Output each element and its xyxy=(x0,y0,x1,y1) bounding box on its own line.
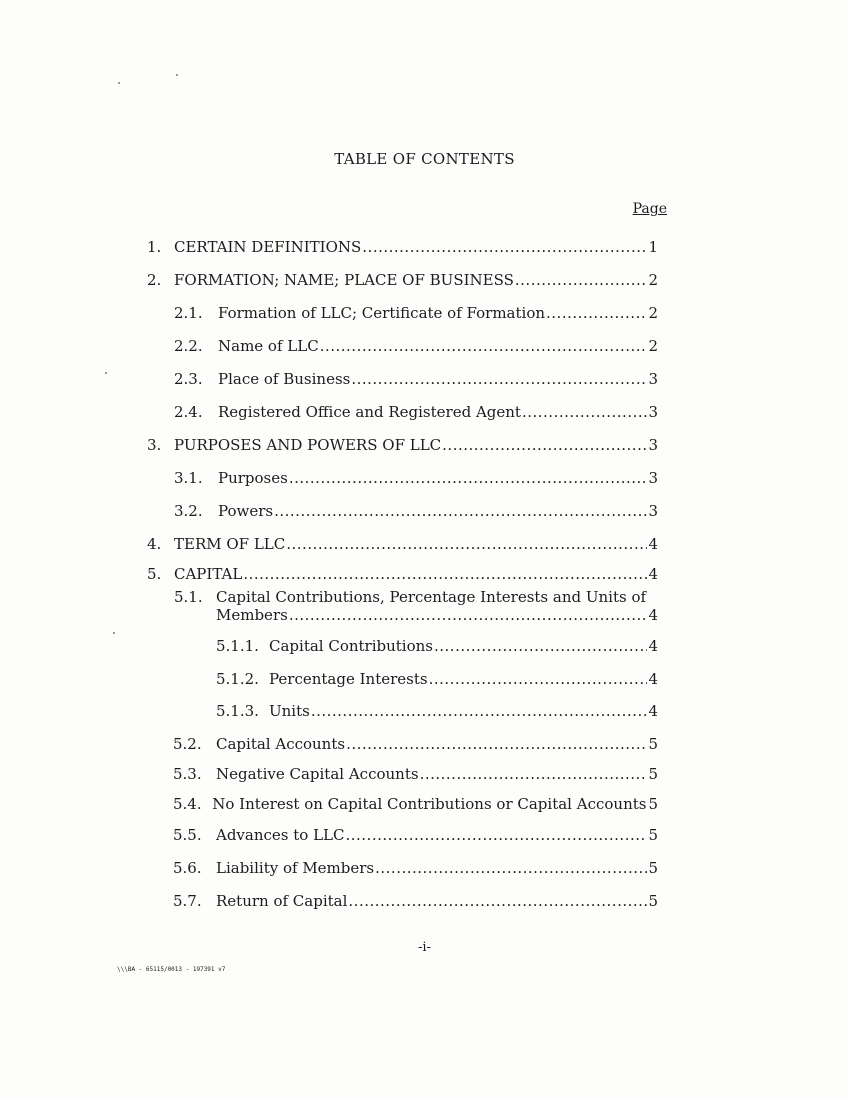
toc-entry-page: 5 xyxy=(648,859,658,877)
dot-leader xyxy=(286,535,647,553)
toc-entry-number: 5.3. xyxy=(173,765,202,783)
document-id: \\\BA - 65115/0013 - 197391 v7 xyxy=(117,966,226,973)
dot-leader xyxy=(442,436,647,454)
toc-title: TABLE OF CONTENTS xyxy=(334,150,515,168)
toc-entry-page: 2 xyxy=(648,271,658,289)
toc-entry-page: 3 xyxy=(648,403,658,421)
toc-entry[interactable] xyxy=(173,859,658,877)
toc-entry[interactable] xyxy=(174,502,658,520)
toc-entry-page: 2 xyxy=(648,337,658,355)
toc-entry-number: 1. xyxy=(147,238,162,256)
toc-entry-label: No Interest on Capital Contributions or Capital Accounts xyxy=(212,795,647,813)
toc-entry-number: 5.4. xyxy=(173,795,202,813)
toc-entry-number: 4. xyxy=(147,535,162,553)
toc-entry[interactable] xyxy=(174,469,658,487)
toc-entry-page: 4 xyxy=(648,565,658,583)
toc-entry[interactable] xyxy=(216,637,658,655)
toc-entry-page: 4 xyxy=(648,702,658,720)
toc-entry-number: 3. xyxy=(147,436,162,454)
toc-entry-label: Purposes xyxy=(218,469,288,487)
toc-entry-page: 4 xyxy=(648,606,658,624)
toc-entry-page: 4 xyxy=(648,637,658,655)
toc-entry[interactable] xyxy=(174,370,658,388)
toc-entry-page: 3 xyxy=(648,502,658,520)
toc-entry[interactable] xyxy=(174,337,658,355)
toc-entry-number: 2.2. xyxy=(174,337,203,355)
toc-entry-page: 3 xyxy=(648,469,658,487)
toc-entry-page: 5 xyxy=(648,892,658,910)
dot-leader xyxy=(351,370,647,388)
toc-entry-page: 5 xyxy=(648,795,658,813)
toc-entry-label-line1[interactable]: Capital Contributions, Percentage Interests and Units of xyxy=(216,588,647,606)
toc-entry-number: 5.6. xyxy=(173,859,202,877)
toc-entry-label: Registered Office and Registered Agent xyxy=(218,403,521,421)
toc-entry-label: CAPITAL xyxy=(174,565,243,583)
toc-entry-label: Return of Capital xyxy=(216,892,348,910)
toc-entry-number: 5.7. xyxy=(173,892,202,910)
toc-entry-page: 1 xyxy=(648,238,658,256)
dot-leader xyxy=(546,304,647,322)
toc-entry[interactable] xyxy=(173,765,658,783)
dot-leader xyxy=(243,565,647,583)
toc-entry-label: Place of Business xyxy=(218,370,351,388)
scan-speck xyxy=(176,74,178,76)
toc-entry[interactable] xyxy=(147,271,658,289)
toc-entry-number: 5.1.1. xyxy=(216,637,259,655)
toc-entry-number: 2.4. xyxy=(174,403,203,421)
toc-entry[interactable] xyxy=(216,702,658,720)
toc-entry-label: Name of LLC xyxy=(218,337,319,355)
dot-leader xyxy=(434,637,647,655)
toc-entry-label: CERTAIN DEFINITIONS xyxy=(174,238,362,256)
toc-entry-label: Capital Accounts xyxy=(216,735,346,753)
toc-entry[interactable] xyxy=(174,304,658,322)
scan-speck xyxy=(118,82,120,84)
toc-entry-label: FORMATION; NAME; PLACE OF BUSINESS xyxy=(174,271,514,289)
toc-entry-label: Advances to LLC xyxy=(216,826,345,844)
dot-leader xyxy=(375,859,647,877)
scan-speck xyxy=(113,632,115,634)
toc-entry-label: Units xyxy=(269,702,310,720)
toc-entry-label-line2: Members xyxy=(216,606,288,624)
toc-entry-number: 5.1. xyxy=(174,588,203,606)
toc-entry[interactable] xyxy=(216,606,658,624)
dot-leader xyxy=(429,670,647,688)
toc-entry-number: 2. xyxy=(147,271,162,289)
toc-entry-number: 3.1. xyxy=(174,469,203,487)
dot-leader xyxy=(289,469,647,487)
toc-entry[interactable] xyxy=(147,535,658,553)
dot-leader xyxy=(274,502,647,520)
toc-entry-page: 5 xyxy=(648,735,658,753)
toc-entry-label: Percentage Interests xyxy=(269,670,428,688)
toc-entry-number: 2.1. xyxy=(174,304,203,322)
dot-leader xyxy=(346,735,647,753)
footer-page-number: -i- xyxy=(418,940,431,955)
toc-entry[interactable] xyxy=(173,735,658,753)
toc-entry[interactable] xyxy=(147,238,658,256)
toc-entry-page: 5 xyxy=(648,765,658,783)
dot-leader xyxy=(420,765,647,783)
dot-leader xyxy=(311,702,647,720)
toc-entry[interactable] xyxy=(147,436,658,454)
dot-leader xyxy=(320,337,647,355)
dot-leader xyxy=(289,606,647,624)
toc-entry-number: 5.5. xyxy=(173,826,202,844)
toc-entry-label: Liability of Members xyxy=(216,859,375,877)
toc-entry-label: TERM OF LLC xyxy=(174,535,286,553)
toc-entry-label: Negative Capital Accounts xyxy=(216,765,419,783)
toc-entry-label: Formation of LLC; Certificate of Formation xyxy=(218,304,546,322)
dot-leader xyxy=(515,271,647,289)
toc-entry-number: 5.2. xyxy=(173,735,202,753)
toc-entry-label: PURPOSES AND POWERS OF LLC xyxy=(174,436,442,454)
toc-entry-label: Capital Contributions xyxy=(269,637,433,655)
toc-entry[interactable] xyxy=(174,403,658,421)
toc-entry-page: 3 xyxy=(648,370,658,388)
dot-leader xyxy=(362,238,647,256)
toc-entry-number: 3.2. xyxy=(174,502,203,520)
toc-entry-page: 3 xyxy=(648,436,658,454)
toc-entry[interactable] xyxy=(173,795,658,813)
toc-entry-number: 2.3. xyxy=(174,370,203,388)
toc-entry[interactable] xyxy=(173,892,658,910)
toc-entry-page: 5 xyxy=(648,826,658,844)
toc-entry-number: 5. xyxy=(147,565,162,583)
toc-entry-page: 4 xyxy=(648,670,658,688)
toc-entry-number: 5.1.3. xyxy=(216,702,259,720)
toc-entry-label: Powers xyxy=(218,502,274,520)
toc-entry-number: 5.1.2. xyxy=(216,670,259,688)
toc-entry[interactable] xyxy=(173,826,658,844)
toc-entry[interactable] xyxy=(147,565,658,583)
toc-entry-page: 2 xyxy=(648,304,658,322)
toc-entry[interactable] xyxy=(216,670,658,688)
dot-leader xyxy=(345,826,647,844)
toc-entry-page: 4 xyxy=(648,535,658,553)
scan-speck xyxy=(105,372,107,374)
page-column-header: Page xyxy=(632,201,667,217)
dot-leader xyxy=(522,403,647,421)
dot-leader xyxy=(348,892,647,910)
